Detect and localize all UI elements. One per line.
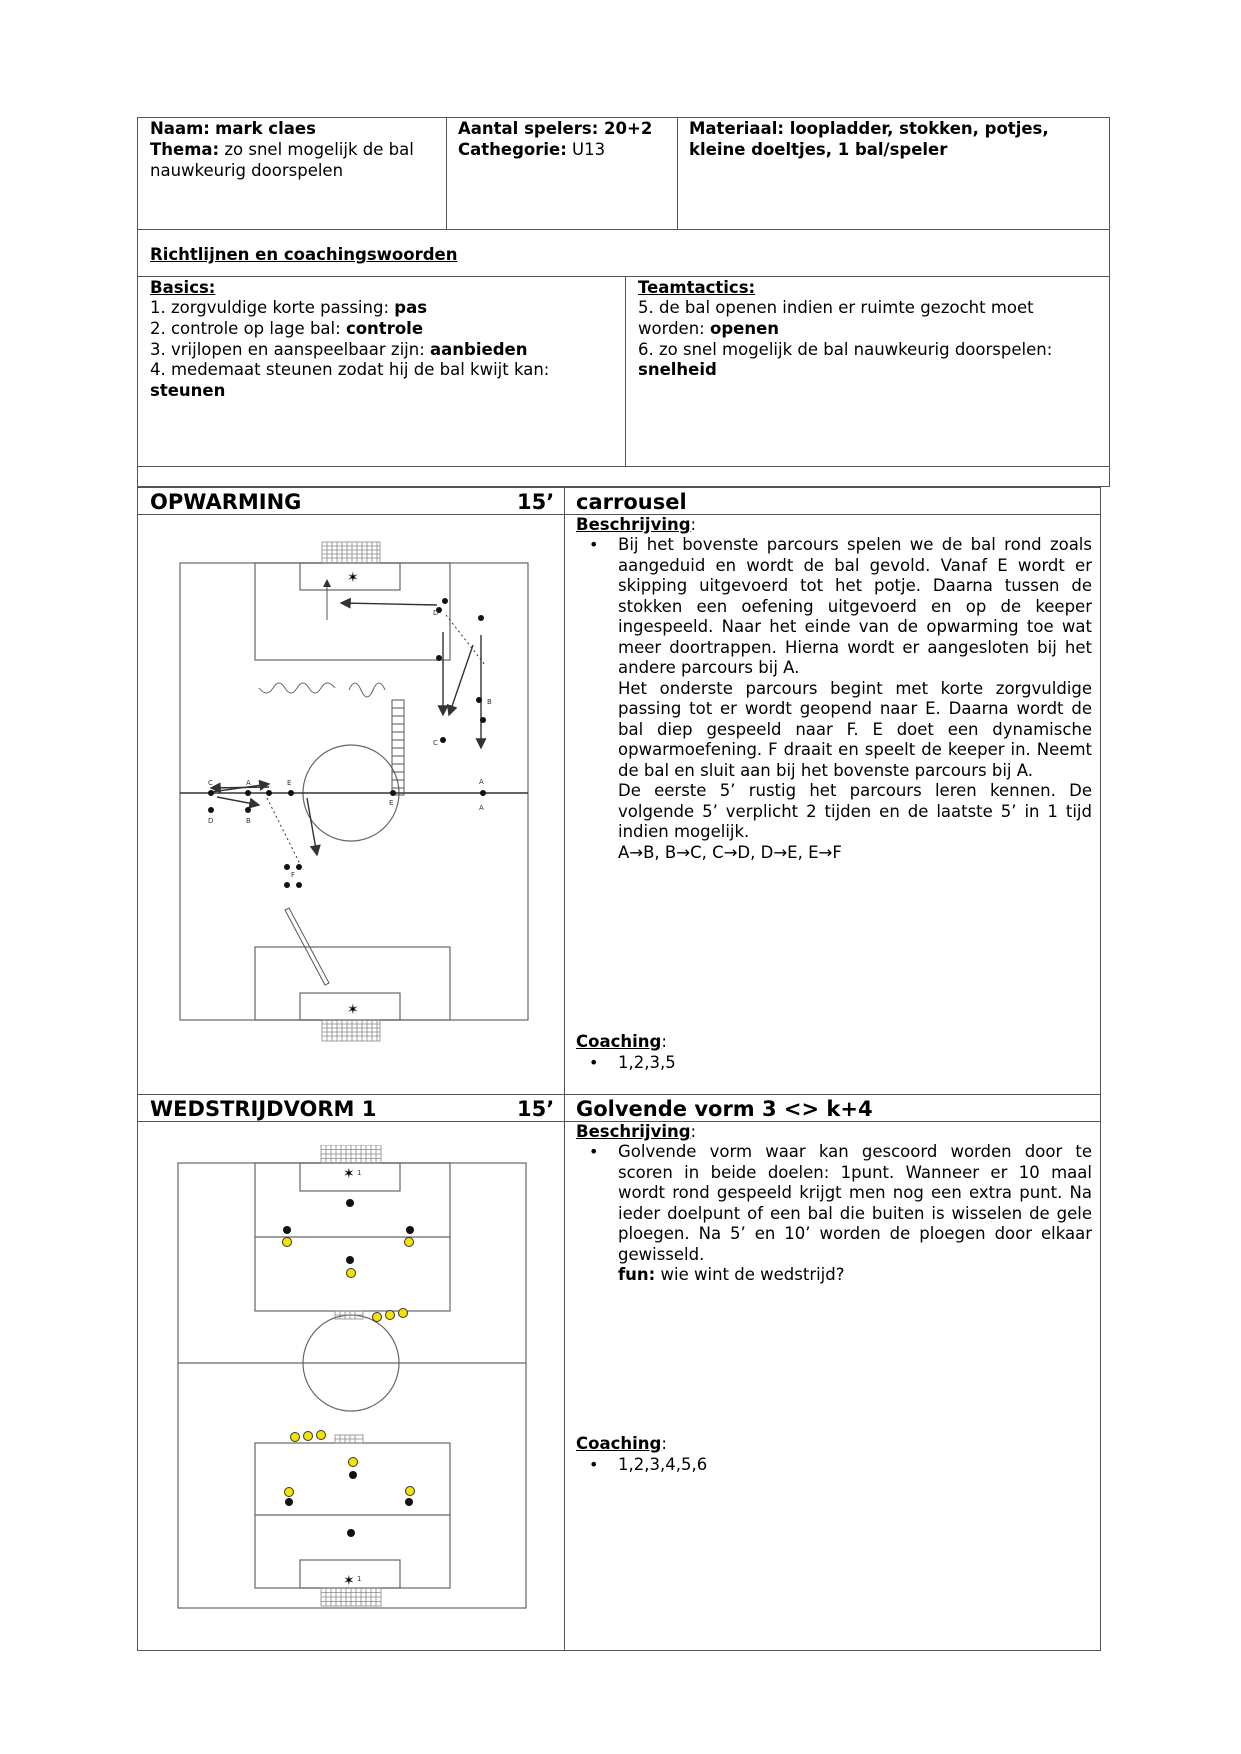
wedstrijdvorm-title: WEDSTRIJDVORM 1 bbox=[150, 1097, 377, 1121]
thema-value: zo snel mogelijk de bal bbox=[224, 140, 414, 159]
wedstrijdvorm-name: Golvende vorm 3 <> k+4 bbox=[576, 1097, 873, 1121]
diagram-label: B bbox=[246, 817, 251, 825]
teamtactics-item-5-line2: worden: openen bbox=[638, 319, 780, 338]
thema-row bbox=[150, 140, 414, 161]
categorie-row bbox=[458, 140, 605, 161]
teamtactics-item-6: 6. zo snel mogelijk de bal nauwkeurig doorspelen: bbox=[638, 340, 1053, 359]
diagram-label: B bbox=[487, 698, 492, 706]
basics-item-1: 1. zorgvuldige korte passing: pas bbox=[150, 298, 428, 317]
opwarming-field-diagram bbox=[175, 540, 535, 1050]
teamtactics-item-5-line1: 5. de bal openen indien er ruimte gezocht moet bbox=[638, 298, 1034, 317]
diagram-label: C bbox=[208, 779, 213, 787]
wedstrijdvorm-description: Golvende vorm waar kan gescoord worden door te scoren in beide doelen: 1punt. Wanneer er 10 maal wordt rond gespeeld krijgt men nog een extra punt. Na ieder doelpunt of een bal die buiten is wisselen de gele ploegen. Na 5’ en 10’ worden de ploegen door elkaar gewisseld. bbox=[618, 1142, 1092, 1264]
naam-value: mark claes bbox=[215, 119, 316, 138]
naam-row bbox=[150, 119, 316, 140]
bullet-icon: • bbox=[589, 1053, 599, 1072]
categorie-value: U13 bbox=[572, 140, 606, 159]
materiaal-line1: Materiaal: loopladder, stokken, potjes, bbox=[689, 119, 1049, 138]
diagram-label: E bbox=[389, 799, 394, 807]
guidelines-title: Richtlijnen en coachingswoorden bbox=[150, 245, 458, 264]
thema-label: Thema: bbox=[150, 140, 220, 159]
wedstrijdvorm-duration: 15’ bbox=[517, 1097, 555, 1121]
diagram-label: F bbox=[291, 871, 296, 879]
basics-title: Basics: bbox=[150, 278, 216, 297]
teamtactics-item-6-key: snelheid bbox=[638, 360, 717, 379]
naam-label: Naam: bbox=[150, 119, 210, 138]
opwarming-desc-p2: Het onderste parcours begint met korte zorgvuldige passing tot er wordt geopend naar E. Daarna wordt de bal diep gespeeld naar F. E doet een dynamische opwarmoefening. F draait en speelt de keeper in. Neemt de bal en sluit aan bij het bovenste parcours bij A. bbox=[618, 678, 1092, 780]
wedstrijdvorm-field-diagram bbox=[175, 1145, 535, 1625]
wedstrijdvorm-beschrijving-heading: Beschrijving: bbox=[576, 1122, 697, 1141]
bullet-icon: • bbox=[589, 535, 599, 554]
diagram-label: D bbox=[433, 609, 439, 617]
opwarming-name: carrousel bbox=[576, 490, 687, 514]
opwarming-coaching-heading: Coaching: bbox=[576, 1032, 667, 1051]
basics-item-4: 4. medemaat steunen zodat hij de bal kwijt kan: bbox=[150, 360, 550, 379]
svg-text:✶: ✶ bbox=[343, 1166, 355, 1182]
spelers-label: Aantal spelers: 20+2 bbox=[458, 119, 653, 138]
diagram-label: A bbox=[479, 804, 484, 812]
opwarming-title: OPWARMING bbox=[150, 490, 302, 514]
wedstrijdvorm-coaching: 1,2,3,4,5,6 bbox=[618, 1455, 708, 1474]
diagram-label: D bbox=[208, 817, 214, 825]
opwarming-duration: 15’ bbox=[517, 490, 555, 514]
basics-item-4-key: steunen bbox=[150, 381, 226, 400]
opwarming-beschrijving-heading: Beschrijving: bbox=[576, 515, 697, 534]
bullet-icon: • bbox=[589, 1142, 599, 1161]
materiaal-line2: kleine doeltjes, 1 bal/speler bbox=[689, 140, 948, 159]
diagram-label: 1 bbox=[357, 1169, 362, 1177]
wedstrijdvorm-fun: fun: wie wint de wedstrijd? bbox=[618, 1265, 845, 1284]
opwarming-coaching: 1,2,3,5 bbox=[618, 1053, 676, 1072]
svg-text:✶: ✶ bbox=[347, 1002, 359, 1018]
diagram-label: 1 bbox=[357, 1575, 362, 1583]
opwarming-desc-p1: Bij het bovenste parcours spelen we de bal rond zoals aangeduid en wordt de bal gevold. Vanaf E wordt er skipping uitgevoerd tot het potje. Daarna tussen de stokken een oefening uitgevoerd en op de keeper ingespeeld. Naar het einde van de opwarming toe wat meer doortrappen. Hierna wordt er aangesloten bij het andere parcours bij A. bbox=[618, 535, 1092, 677]
diagram-label: A bbox=[246, 779, 251, 787]
basics-item-2: 2. controle op lage bal: controle bbox=[150, 319, 424, 338]
diagram-label: E bbox=[287, 779, 292, 787]
bullet-icon: • bbox=[589, 1455, 599, 1474]
svg-text:✶: ✶ bbox=[343, 1573, 355, 1589]
opwarming-desc-p3: De eerste 5’ rustig het parcours leren kennen. De volgende 5’ verplicht 2 tijden en de laatste 5’ in 1 tijd indien mogelijk. bbox=[618, 781, 1092, 841]
diagram-label: C bbox=[433, 739, 438, 747]
basics-item-3: 3. vrijlopen en aanspeelbaar zijn: aanbieden bbox=[150, 340, 528, 359]
svg-text:✶: ✶ bbox=[347, 570, 359, 586]
opwarming-desc-p4: A→B, B→C, C→D, D→E, E→F bbox=[618, 842, 842, 862]
opwarming-description bbox=[618, 535, 1092, 863]
wedstrijdvorm-coaching-heading: Coaching: bbox=[576, 1434, 667, 1453]
categorie-label: Cathegorie: bbox=[458, 140, 567, 159]
diagram-label: A bbox=[479, 778, 484, 786]
thema-value-line2: nauwkeurig doorspelen bbox=[150, 161, 344, 180]
teamtactics-title: Teamtactics: bbox=[638, 278, 756, 297]
